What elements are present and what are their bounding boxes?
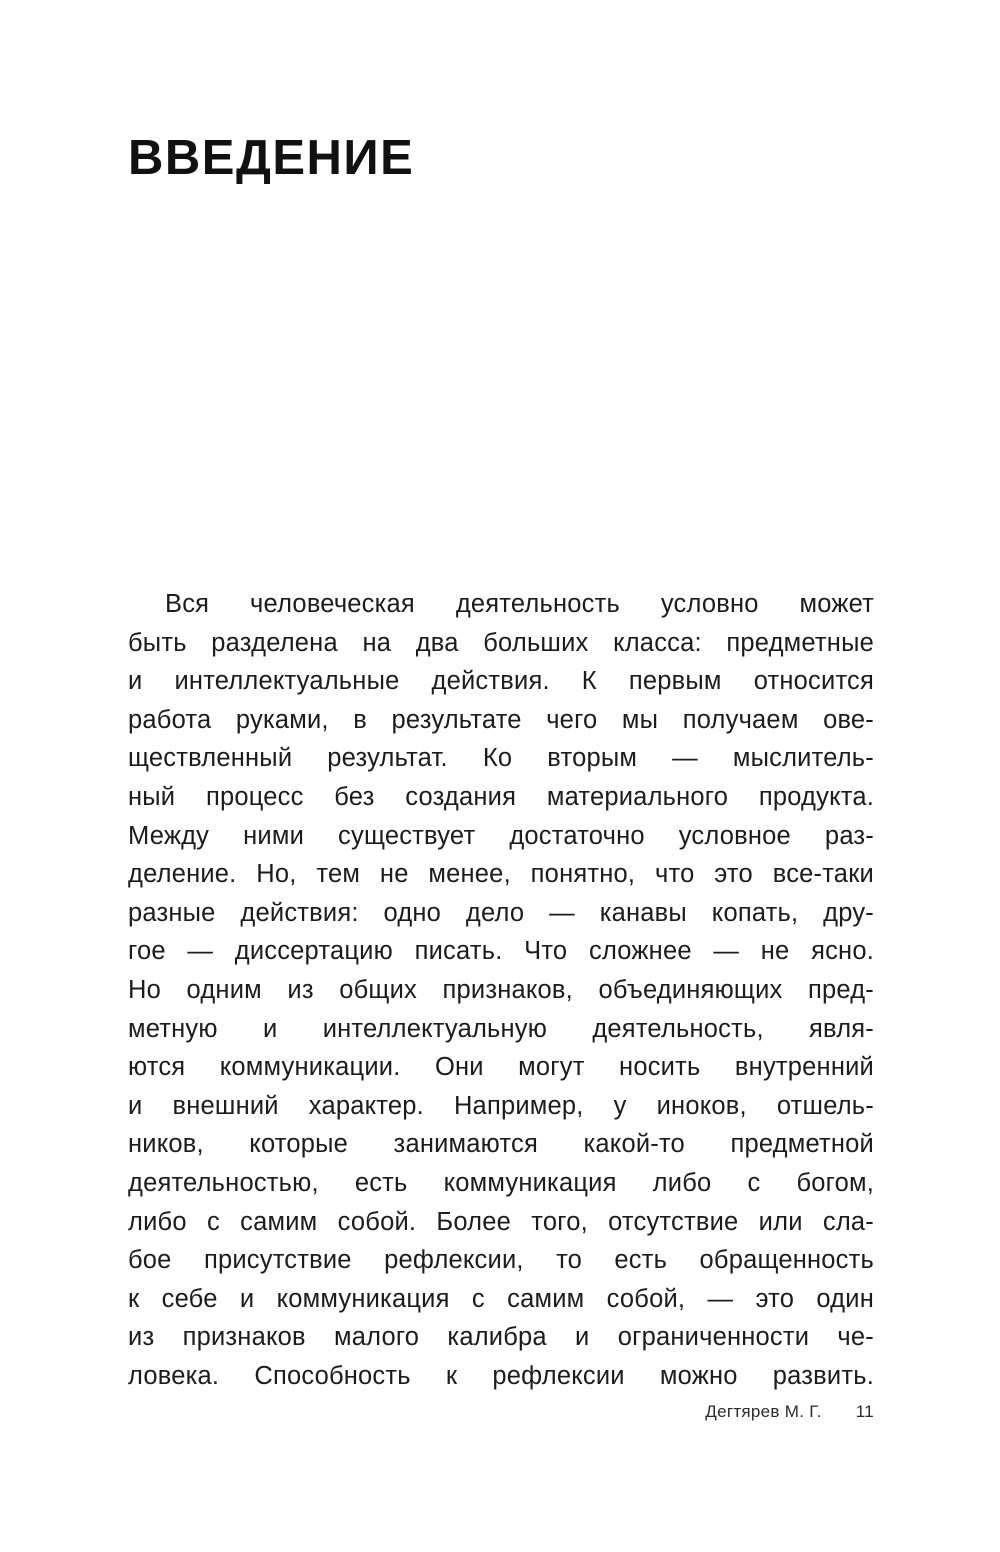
- page-number: 11: [855, 1402, 874, 1421]
- body-line: работа руками, в результате чего мы получаем ове-: [128, 705, 874, 734]
- body-line: Но одним из общих признаков, объединяющих пред-: [128, 975, 874, 1004]
- body-line: ников, которые занимаются какой-то предметной: [128, 1130, 874, 1159]
- body-line: Вся человеческая деятельность условно может: [165, 590, 874, 618]
- body-line: ловека. Способность к рефлексии можно развить.: [128, 1361, 874, 1390]
- body-line: и интеллектуальные действия. К первым относится: [128, 667, 874, 696]
- chapter-title: ВВЕДЕНИЕ: [128, 131, 415, 185]
- body-line: из признаков малого калибра и ограниченности че-: [128, 1323, 874, 1352]
- body-line: деятельностью, есть коммуникация либо с богом,: [128, 1168, 874, 1197]
- body-line: либо с самим собой. Более того, отсутствие или сла-: [128, 1207, 874, 1236]
- body-line: Между ними существует достаточно условное раз-: [128, 821, 874, 850]
- body-line: ный процесс без создания материального продукта.: [128, 782, 874, 811]
- body-line: разные действия: одно дело — канавы копать, дру-: [128, 898, 874, 927]
- body-line: быть разделена на два больших класса: предметные: [128, 628, 874, 657]
- body-paragraph: [128, 585, 874, 1395]
- body-line: и внешний характер. Например, у иноков, отшель-: [128, 1091, 874, 1120]
- body-line: гое — диссертацию писать. Что сложнее — не ясно.: [128, 937, 874, 966]
- body-line: ются коммуникации. Они могут носить внутренний: [128, 1053, 874, 1082]
- body-line: ществленный результат. Ко вторым — мыслитель-: [128, 744, 874, 773]
- body-line: деление. Но, тем не менее, понятно, что это все-таки: [128, 860, 874, 889]
- page-footer: [705, 1402, 874, 1422]
- body-line: к себе и коммуникация с самим собой, — это один: [128, 1284, 874, 1313]
- body-line: метную и интеллектуальную деятельность, явля-: [128, 1014, 874, 1043]
- author-name: Дегтярев М. Г.: [705, 1402, 822, 1421]
- body-line: бое присутствие рефлексии, то есть обращенность: [128, 1246, 874, 1275]
